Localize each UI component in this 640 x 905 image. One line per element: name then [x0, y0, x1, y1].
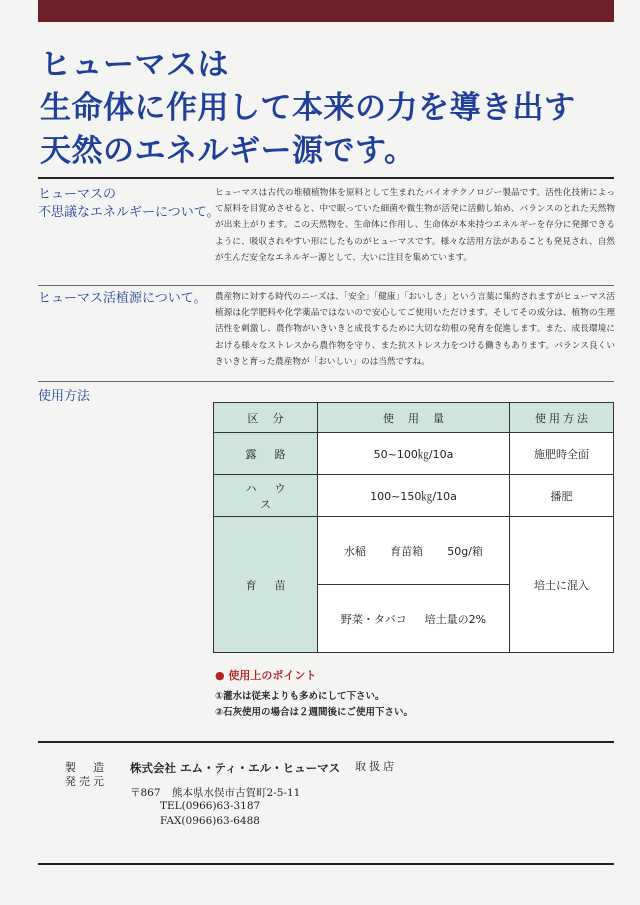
postal-code: 〒867	[130, 787, 161, 799]
label-maker: 製 造	[65, 761, 107, 774]
headline-line-1: ヒューマスは	[40, 47, 229, 83]
row-label-ikubyo: 育苗	[214, 517, 318, 653]
point-item-1: ①灌水は従来よりも多めにして下さい。	[215, 691, 385, 702]
headline	[40, 44, 620, 173]
top-color-bar	[38, 0, 614, 22]
table-row	[214, 475, 614, 517]
usage-table	[213, 402, 614, 653]
crop-rice: 水稲	[344, 544, 367, 558]
unit-seedling-box: 育苗箱	[390, 544, 424, 558]
section1-title	[38, 186, 219, 222]
amount-vegetable: 培土量の2%	[424, 612, 487, 626]
tel: TEL(0966)63-3187	[160, 800, 261, 812]
header-method: 使用方法	[510, 403, 614, 433]
dealer-label: 取扱店	[355, 760, 397, 773]
section1-title-line-1: ヒューマスの	[38, 187, 117, 202]
section2-title: ヒューマス活植源について。	[38, 291, 207, 306]
row-label-roji: 露路	[214, 433, 318, 475]
amount-rice: 50g/箱	[447, 544, 483, 558]
divider	[38, 285, 614, 286]
row-amount-ikubyo-vegetable	[318, 585, 510, 653]
fax: FAX(0966)63-6488	[160, 815, 260, 827]
divider	[38, 381, 614, 382]
company-name: 株式会社 エム・ティ・エル・ヒューマス	[130, 761, 341, 775]
section1-body: ヒューマスは古代の堆積植物体を原料として生まれたバイオテクノロジー製品です。活性化技術によって原料を目覚めさせると、中で眠っていた細菌や微生物が活発に活動し始め、バランスのとれた天然物が出来上がります。この天然物を、生命体に作用し、生命体が本来持つエネルギーを存分に発揮できるように、吸収されやすい形にしたものがヒューマスです。様々な活用方法があることも発見され、自然が生んだ安全なエネルギー源として、大いに注目を集めています。	[215, 188, 615, 263]
header-category: 区分	[214, 403, 318, 433]
row-label-house: ハウス	[214, 475, 318, 517]
table-row	[214, 433, 614, 475]
divider	[38, 863, 614, 865]
points-title: ● 使用上のポイント	[215, 669, 317, 682]
row-method-roji: 施肥時全面	[510, 433, 614, 475]
row-amount-ikubyo-rice	[318, 517, 510, 585]
row-amount-roji: 50~100㎏/10a	[318, 433, 510, 475]
label-seller: 発売元	[65, 775, 107, 788]
crop-vegetable: 野菜・タバコ	[340, 612, 407, 626]
address: 熊本県水俣市古賀町2-5-11	[172, 787, 301, 799]
table-row	[214, 517, 614, 585]
headline-line-2: 生命体に作用して本来の力を導き出す	[40, 90, 576, 126]
section2-body: 農産物に対する時代のニーズは、「安全」「健康」「おいしさ」という言葉に集約されますがヒューマス活植源は化学肥料や化学薬品ではないので安心してご使用いただけます。そしてその成分は、植物の生理活性を刺激し、農作物がいきいきと成長するために大切な幼根の発育を促進します。また、成長環境における様々なストレスから農作物を守り、また抗ストレス力をつける働きもあります。バランス良くいきいきと育った農産物が「おいしい」のは当然ですね。	[215, 292, 615, 367]
section1-title-line-2: 不思議なエネルギーについて。	[38, 205, 220, 220]
usage-title: 使用方法	[38, 389, 91, 404]
divider	[38, 177, 614, 179]
header-amount: 使用量	[318, 403, 510, 433]
row-method-house: 播肥	[510, 475, 614, 517]
row-method-ikubyo: 培土に混入	[510, 517, 614, 653]
divider	[38, 741, 614, 743]
headline-line-3: 天然のエネルギー源です。	[40, 133, 416, 169]
row-amount-house: 100~150㎏/10a	[318, 475, 510, 517]
point-item-2: ②石灰使用の場合は２週間後にご使用下さい。	[215, 707, 414, 718]
